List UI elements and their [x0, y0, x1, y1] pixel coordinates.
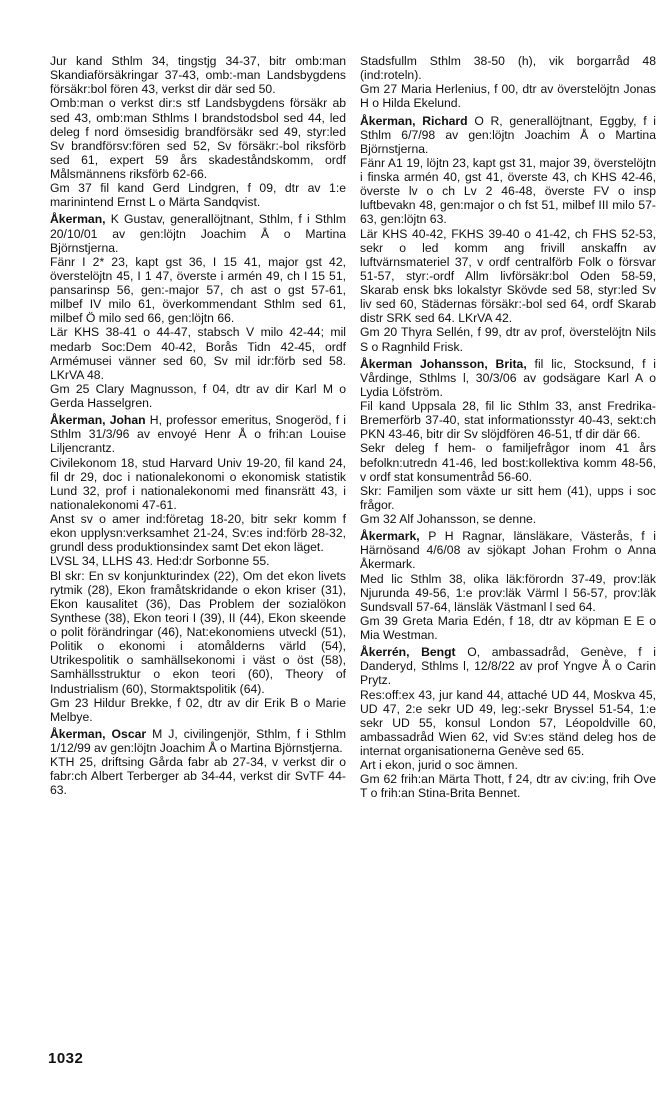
entry-text: M J, civilingenjör, Sthlm, f i Sthlm 1/12/99 av gen:löjtn Joachim Å o Martina Björnstjerna. — [50, 726, 346, 755]
entry-text: O, ambassadråd, Genève, f i Danderyd, Sthlms l, 12/8/22 av prof Yngve Å o Carin Prytz. — [360, 645, 656, 688]
entry-text: Bl skr: En sv konjunkturindex (22), Om det ekon livets rytmik (28), Ekon framåtskridande o ekon kriser (31), Ekon kausalitet (36), Das Problem der sozialökon Synthese (38), Ekon teori I (39), II (44), Ekon skeende o polit förändringar (46), Nat:ekonomiens utveckl (51), Politik o ekonomi i atomålderns värld (54), Utrikespolitik o samhällsekonomi i väst o öst (58), Samhällsstruktur o ekon teori (60), Theory of Industrialism (60), Stormaktspolitik (64). — [50, 568, 346, 696]
entry-text: Gm 62 frih:an Märta Thott, f 24, dtr av civ:ing, frih Ove T o frih:an Stina-Brita Bennet. — [360, 772, 656, 801]
entry-text: Fil kand Uppsala 28, fil lic Sthlm 33, anst Fredrika-Bremerförb 37-40, stat informationsstyr 40-43, sekt:ch PKN 43-46, bitr dir Sv slöjdfören 46-51, tf dir där 66. — [360, 399, 656, 442]
entry-text: Gm 20 Thyra Sellén, f 99, dtr av prof, överstelöjtn Nils S o Ragnhild Frisk. — [360, 325, 656, 354]
entry-name: Åkermark, — [360, 529, 420, 544]
entry-paragraph — [50, 181, 346, 209]
entry-paragraph — [360, 772, 656, 800]
entry-heading-paragraph — [360, 357, 656, 399]
entry-paragraph — [360, 54, 656, 82]
entry-text: Gm 25 Clary Magnusson, f 04, dtr av dir Karl M o Gerda Hasselgren. — [50, 381, 346, 410]
entry-name: Åkerman, Johan — [50, 413, 146, 428]
entry-paragraph — [50, 325, 346, 382]
entry-paragraph — [50, 569, 346, 696]
entry-name: Åkerman, Richard — [360, 113, 468, 128]
entry-text: P H Ragnar, länsläkare, Västerås, f i Härnösand 4/6/08 av sjökapt Johan Frohm o Anna Åkermark. — [360, 529, 656, 572]
entry-text: Jur kand Sthlm 34, tingstjg 34-37, bitr omb:man Skandiaförsäkringar 37-43, omb:-man Landsbygdens försäkr:bol fören 43, verkst dir där sed 50. — [50, 54, 346, 97]
entry-paragraph — [360, 156, 656, 227]
entry-text: Gm 32 Alf Johansson, se denne. — [360, 512, 537, 526]
entry-text: Civilekonom 18, stud Harvard Univ 19-20, fil kand 24, fil dr 29, doc i nationalekonomi o ekonomisk statistik Lund 32, prof i nationalekonomi med finansrätt 43, i nationalekonomi 47-61. — [50, 455, 346, 512]
entry-text: Art i ekon, jurid o soc ämnen. — [360, 758, 518, 773]
entry-text: Fänr I 2* 23, kapt gst 36, I 15 41, major gst 42, överstelöjtn 45, I 1 47, överste i armén 49, ch I 15 51, pansarinsp 56, gen:-major 57, ch ast o gst 57-61, milbef IV milo 61, överkommendant Sthlm sed 61, milbef Ö milo sed 66, gen:löjtn 66. — [50, 254, 346, 326]
entry-text: Med lic Sthlm 38, olika läk:förordn 37-49, prov:läk Njurunda 49-56, 1:e prov:läk Värml l 56-57, prov:läk Sundsvall 57-64, länsläk Västmanl l sed 64. — [360, 571, 656, 614]
entry-heading-paragraph — [50, 727, 346, 755]
entry-name: Åkerman, — [50, 212, 106, 227]
entry-paragraph — [50, 755, 346, 797]
entry-text: H, professor emeritus, Snogeröd, f i Sthlm 31/3/96 av envoyé Henr Å o frih:an Louise Liljencrantz. — [50, 413, 347, 456]
entry-text: fil lic, Stocksund, f i Vårdinge, Sthlms l, 30/3/06 av godsägare Karl A o Lydia Löfström. — [360, 356, 656, 399]
entry-paragraph — [50, 255, 346, 326]
entry-text: Stadsfullm Sthlm 38-50 (h), vik borgarråd 48 (ind:roteln). — [360, 54, 656, 83]
entry-text: Sekr deleg f hem- o familjefrågor inom 41 års befolkn:utredn 41-46, led bost:kollektiva komm 48-56, v ordf stat konsumentråd 56-60. — [360, 441, 656, 484]
entry-text: Fänr A1 19, löjtn 23, kapt gst 31, major 39, överstelöjtn i finska armén 40, gst 41, överste 43, ch KHS 42-46, överste lv o ch Lv 2 46-48, överste FV o insp luftbevakn 48, gen:major o ch fst 51, milbef III milo 57-63, gen:löjtn 63. — [360, 155, 656, 227]
entry-paragraph — [360, 325, 656, 353]
entry-text: Omb:man o verkst dir:s stf Landsbygdens försäkr ab sed 43, omb:man Sthlms I brandstodsbol sed 44, led deleg f nord ömsesidig brandförsäkr sed 49, styr:led Sv brandförsv:fören sed 52, Sv försäkr:-bol riksförb sed 61, expert 59 års skadeståndskomm, ordf Målsmännens riksförb 62-66. — [50, 96, 346, 181]
entry-paragraph — [360, 484, 656, 512]
entry-paragraph — [360, 512, 656, 526]
entry-paragraph — [50, 512, 346, 554]
entry-heading-paragraph — [360, 114, 656, 156]
entry-paragraph — [50, 554, 346, 568]
entry-text: O R, generallöjtnant, Eggby, f i Sthlm 6/7/98 av gen:löjtn Joachim Å o Martina Björnstjerna. — [360, 113, 656, 156]
entry-text: Lär KHS 38-41 o 44-47, stabsch V milo 42-44; mil medarb Soc:Dem 40-42, Borås Tidn 42-45, ordf Armémusei vänner sed 60, Sv mil idr:förb sed 58. LKrVA 48. — [50, 325, 346, 382]
entry-name: Åkerman Johansson, Brita, — [360, 356, 527, 371]
entry-paragraph — [360, 688, 656, 759]
right-column — [360, 54, 656, 801]
entry-text: Anst sv o amer ind:företag 18-20, bitr sekr komm f ekon upplysn:verksamhet 21-24, Sv:es ind:förb 28-32, grundl dess produktionsindex samt Det ekon läget. — [50, 512, 346, 555]
entry-text: Gm 37 fil kand Gerd Lindgren, f 09, dtr av 1:e marinintend Ernst L o Märta Sandqvist. — [50, 181, 346, 210]
left-column — [50, 54, 346, 798]
entry-paragraph — [50, 96, 346, 181]
entry-paragraph — [360, 441, 656, 483]
entry-text: LVSL 34, LLHS 43. Hed:dr Sorbonne 55. — [50, 554, 270, 569]
entry-paragraph — [50, 382, 346, 410]
entry-paragraph — [50, 696, 346, 724]
entry-paragraph — [50, 54, 346, 96]
entry-text: KTH 25, driftsing Gårda fabr ab 27-34, v verkst dir o fabr:ch Albert Terberger ab 34-44, verkst dir SvTF 44-63. — [50, 755, 346, 798]
entry-paragraph — [360, 572, 656, 614]
entry-name: Åkerrén, Bengt — [360, 645, 456, 660]
entry-paragraph — [360, 399, 656, 441]
entry-heading-paragraph — [360, 529, 656, 571]
entry-text: K Gustav, generallöjtnant, Sthlm, f i Sthlm 20/10/01 av gen:löjtn Joachim Å o Martina Björnstjerna. — [50, 212, 346, 255]
entry-text: Gm 23 Hildur Brekke, f 02, dtr av dir Erik B o Marie Melbye. — [50, 695, 346, 724]
entry-name: Åkerman, Oscar — [50, 726, 147, 741]
entry-paragraph — [360, 758, 656, 772]
entry-text: Lär KHS 40-42, FKHS 39-40 o 41-42, ch FHS 52-53, sekr o led komm ang frivill anskaffn av luftvärnsmateriel 37, v ordf centralförb Folk o försvar 51-57, styr:-ordf Allm livförsäkr:bol Oden 58-59, Skarab ensk bks lokalstyr Skövde sed 58, styr:led Sv liv sed 60, Städernas försäkr:-bol sed 64, ordf Skarab distr SRK sed 64. LKrVA 42. — [360, 226, 656, 326]
entry-paragraph — [360, 614, 656, 642]
entry-text: Gm 39 Greta Maria Edén, f 18, dtr av köpman E E o Mia Westman. — [360, 613, 656, 642]
entry-heading-paragraph — [360, 645, 656, 687]
entry-text: Res:off:ex 43, jur kand 44, attaché UD 44, Moskva 45, UD 47, 2:e sekr UD 49, leg:-sekr Bryssel 51-54, 1:e sekr UD 55, konsul London 57, Léopoldville 60, ambassadråd Wien 62, vid Sv:es ständ deleg hos de internat organisationerna Genève sed 65. — [360, 687, 656, 758]
entry-paragraph — [50, 456, 346, 513]
page-number: 1032 — [48, 1050, 84, 1067]
entry-text: Gm 27 Maria Herlenius, f 00, dtr av överstelöjtn Jonas H o Hilda Ekelund. — [360, 82, 656, 111]
entry-text: Skr: Familjen som växte ur sitt hem (41), upps i soc frågor. — [360, 483, 656, 512]
entry-heading-paragraph — [50, 413, 346, 455]
entry-heading-paragraph — [50, 212, 346, 254]
entry-paragraph — [360, 82, 656, 110]
entry-paragraph — [360, 227, 656, 326]
